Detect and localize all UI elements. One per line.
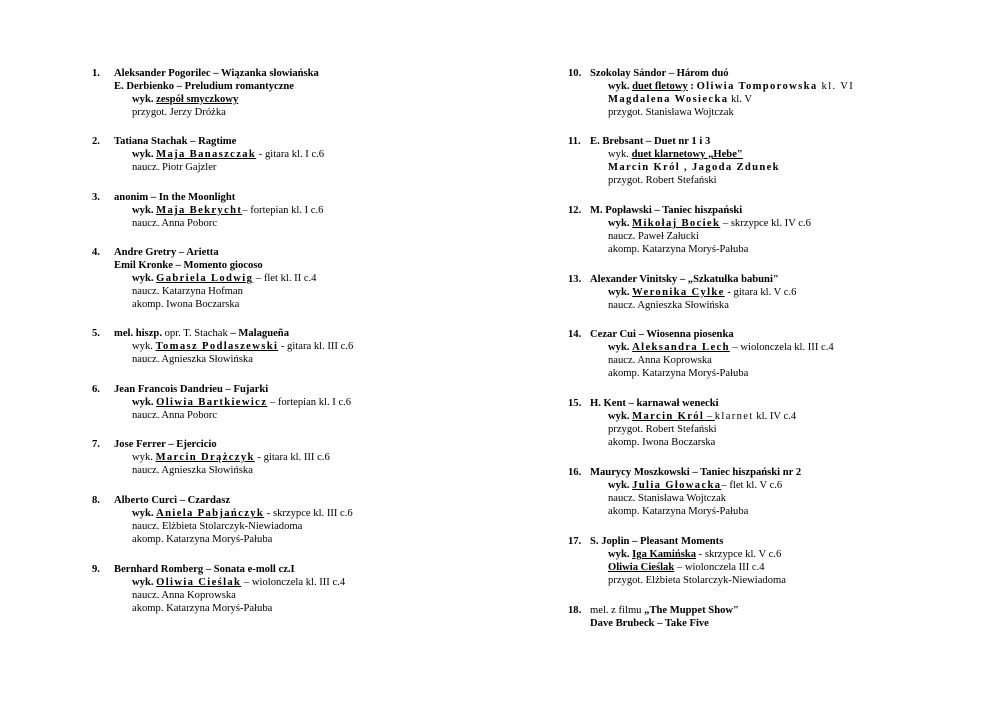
accompanist-line: akomp. Katarzyna Moryś-Pałuba xyxy=(132,603,273,614)
performer-line xyxy=(608,148,992,161)
instrument-detail: - gitara kl. III c.6 xyxy=(254,452,330,463)
teacher-line: naucz. Anna Poborc xyxy=(132,410,218,421)
programme-entry xyxy=(568,204,992,256)
instrument-detail: – skrzypce kl. IV c.6 xyxy=(720,218,811,229)
instrument-detail: – flet kl. V c.6 xyxy=(721,480,783,491)
entry-number: 7. xyxy=(92,439,100,450)
performer-line xyxy=(132,451,522,464)
performer-line xyxy=(132,507,522,520)
performer-line xyxy=(132,204,522,217)
ensemble-name: duet klarnetowy „Hebe" xyxy=(631,149,743,160)
entry-title: Tatiana Stachak – Ragtime xyxy=(114,136,237,147)
entry-title: Maurycy Moszkowski – Taniec hiszpański nr 2 xyxy=(590,467,802,478)
programme-entry xyxy=(568,67,992,119)
entry-title: E. Brebsant – Duet nr 1 i 3 xyxy=(590,136,711,147)
wyk-label: wyk. xyxy=(132,205,154,216)
wyk-label: wyk. xyxy=(132,508,154,519)
performer-name: Aniela Pabjańczyk xyxy=(156,508,265,519)
wyk-label: wyk. xyxy=(608,149,629,160)
performer-name: Mikołaj Bociek xyxy=(632,218,721,229)
entry-title: Andre Gretry – Arietta xyxy=(114,247,219,258)
title-part: mel. hiszp. xyxy=(114,328,162,339)
teacher-line: naucz. Anna Koprowska xyxy=(608,355,712,366)
programme-entry xyxy=(568,135,992,187)
performer-name: Gabriela Lodwig xyxy=(156,273,254,284)
wyk-label: wyk. xyxy=(608,287,630,298)
teacher-line: naucz. Anna Koprowska xyxy=(132,590,236,601)
performer-line xyxy=(608,479,992,492)
entry-title: Jean Francois Dandrieu – Fujarki xyxy=(114,384,269,395)
performer-line xyxy=(608,286,992,299)
title-part: mel. z filmu xyxy=(590,605,645,616)
entry-title: Jose Ferrer – Ejercicio xyxy=(114,439,217,450)
title-part: opr. T. Stachak xyxy=(161,328,231,339)
teacher-line: przygot. Robert Stefański xyxy=(608,175,717,186)
performer-line xyxy=(608,341,992,354)
performer-name: Marcin Drążczyk xyxy=(155,452,255,463)
instrument-detail: - gitara kl. V c.6 xyxy=(724,287,797,298)
teacher-line: przygot. Jerzy Dróżka xyxy=(132,107,226,118)
entry-number: 3. xyxy=(92,192,100,203)
performer-name: Oliwia Cieślak xyxy=(156,577,242,588)
teacher-line: naucz. Paweł Załucki xyxy=(608,231,699,242)
teacher-line: naucz. Katarzyna Hofman xyxy=(132,286,243,297)
programme-entry xyxy=(568,397,992,449)
teacher-line: przygot. Robert Stefański xyxy=(608,424,717,435)
programme-entry xyxy=(92,246,522,311)
instrument-detail: – fortepian kl. I c.6 xyxy=(267,397,352,408)
programme-entry xyxy=(568,328,992,380)
instrument-detail: – wiolonczela kl. III c.4 xyxy=(729,342,834,353)
entry-number: 2. xyxy=(92,136,100,147)
teacher-line: naucz. Agnieszka Słowińska xyxy=(132,354,253,365)
entry-title: Szokolay Sándor – Három duó xyxy=(590,68,729,79)
programme-entry xyxy=(92,494,522,546)
entry-title: Emil Kronke – Momento giocoso xyxy=(114,260,263,271)
accompanist-line: akomp. Katarzyna Moryś-Pałuba xyxy=(608,506,749,517)
teacher-line: naucz. Anna Poborc xyxy=(132,218,218,229)
entry-title: E. Derbienko – Preludium romantyczne xyxy=(114,81,294,92)
performer-line xyxy=(608,561,992,574)
performer-line xyxy=(132,272,522,285)
entry-number: 12. xyxy=(568,205,582,216)
accompanist-line: akomp. Katarzyna Moryś-Pałuba xyxy=(608,244,749,255)
instrument-detail: – wiolonczela kl. III c.4 xyxy=(241,577,346,588)
entry-number: 18. xyxy=(568,605,582,616)
instrument-detail: – wiolonczela III c.4 xyxy=(674,562,765,573)
performer-name: Aleksandra Lech xyxy=(632,342,730,353)
performer-name: zespół smyczkowy xyxy=(156,94,239,105)
teacher-line: naucz. Agnieszka Słowińska xyxy=(132,465,253,476)
performer-line xyxy=(608,80,992,93)
accompanist-line: akomp. Iwona Boczarska xyxy=(608,437,716,448)
entry-number: 8. xyxy=(92,495,100,506)
entry-number: 1. xyxy=(92,68,100,79)
entry-number: 4. xyxy=(92,247,100,258)
entry-number: 6. xyxy=(92,384,100,395)
instrument-detail: - gitara kl. III c.6 xyxy=(278,341,354,352)
instrument-detail: - skrzypce kl. V c.6 xyxy=(696,549,782,560)
wyk-label: wyk. xyxy=(132,94,154,105)
performer-line xyxy=(132,93,522,106)
teacher-line: naucz. Stanisława Wojtczak xyxy=(608,493,727,504)
programme-entry xyxy=(92,67,522,119)
entry-number: 13. xyxy=(568,274,582,285)
entry-number: 11. xyxy=(568,136,581,147)
wyk-label: wyk. xyxy=(132,341,153,352)
instrument-detail: - gitara kl. I c.6 xyxy=(256,149,325,160)
performer-name: Marcin Król xyxy=(632,411,705,422)
instrument-detail: – xyxy=(704,411,715,422)
entry-title: S. Joplin – Pleasant Moments xyxy=(590,536,724,547)
entry-title: Dave Brubeck – Take Five xyxy=(590,618,709,629)
performer-name: Magdalena Wosiecka xyxy=(608,94,729,105)
teacher-line: naucz. Piotr Gajzler xyxy=(132,162,217,173)
programme-entry xyxy=(92,383,522,422)
performer-name: Oliwia Bartkiewicz xyxy=(156,397,268,408)
teacher-line: naucz. Elżbieta Stolarczyk-Niewiadoma xyxy=(132,521,303,532)
entry-title: Aleksander Pogorilec – Wiązanka słowiańska xyxy=(114,68,319,79)
performer-line xyxy=(132,396,522,409)
entry-title: M. Popławski – Taniec hiszpański xyxy=(590,205,743,216)
accompanist-line: akomp. Katarzyna Moryś-Pałuba xyxy=(132,534,273,545)
accompanist-line: akomp. Iwona Boczarska xyxy=(132,299,240,310)
ensemble-name: duet fletowy xyxy=(632,81,688,92)
instrument-detail: kl. VI xyxy=(817,81,855,92)
entry-number: 10. xyxy=(568,68,582,79)
wyk-label: wyk. xyxy=(132,273,154,284)
instrument-detail: – flet kl. II c.4 xyxy=(253,273,317,284)
programme-entry xyxy=(92,563,522,615)
programme-entry xyxy=(92,191,522,230)
performer-line xyxy=(608,161,992,174)
performer-name: Marcin Król , Jagoda Zdunek xyxy=(608,162,780,173)
teacher-line: przygot. Stanisława Wojtczak xyxy=(608,107,734,118)
performer-line xyxy=(132,576,522,589)
entry-number: 15. xyxy=(568,398,582,409)
entry-title: Alexander Vinitsky – „Szkatułka babuni" xyxy=(590,274,779,285)
wyk-label: wyk. xyxy=(132,452,153,463)
entry-title: H. Kent – karnawał wenecki xyxy=(590,398,719,409)
wyk-label: wyk. xyxy=(608,342,630,353)
programme-entry xyxy=(92,438,522,477)
performer-name: Julia Głowacka xyxy=(632,480,722,491)
instrument-detail: - skrzypce kl. III c.6 xyxy=(264,508,353,519)
title-part: „The Muppet Show" xyxy=(644,605,739,616)
performer-name: Oliwia Cieślak xyxy=(608,562,675,573)
wyk-label: wyk. xyxy=(608,549,630,560)
entry-title: Cezar Cui – Wiosenna piosenka xyxy=(590,329,734,340)
entry-title: Bernhard Romberg – Sonata e-moll cz.I xyxy=(114,564,295,575)
entry-number: 16. xyxy=(568,467,582,478)
performer-name: Oliwia Tomporowska xyxy=(696,81,818,92)
wyk-label: wyk. xyxy=(608,411,630,422)
entry-number: 9. xyxy=(92,564,100,575)
performer-line xyxy=(608,217,992,230)
entry-number: 17. xyxy=(568,536,582,547)
programme-entry xyxy=(568,604,992,630)
performer-line xyxy=(132,148,522,161)
entry-title xyxy=(590,604,992,617)
performer-line xyxy=(608,410,992,423)
entry-number: 14. xyxy=(568,329,582,340)
title-part: – Malagueña xyxy=(230,328,289,339)
performer-name: Tomasz Podlaszewski xyxy=(155,341,279,352)
entry-title: anonim – In the Moonlight xyxy=(114,192,236,203)
entry-title xyxy=(114,327,522,340)
performer-name: Weronika Cylke xyxy=(632,287,725,298)
programme-entry xyxy=(568,273,992,312)
accompanist-line: akomp. Katarzyna Moryś-Pałuba xyxy=(608,368,749,379)
performer-line xyxy=(132,340,522,353)
performer-line xyxy=(608,93,992,106)
teacher-line: przygot. Elżbieta Stolarczyk-Niewiadoma xyxy=(608,575,786,586)
instrument-detail: – fortepian kl. I c.6 xyxy=(242,205,324,216)
programme-entry xyxy=(92,327,522,366)
wyk-label: wyk. xyxy=(132,149,154,160)
entry-number: 5. xyxy=(92,328,100,339)
teacher-line: naucz. Agnieszka Słowińska xyxy=(608,300,729,311)
programme-entry xyxy=(568,535,992,587)
wyk-label: wyk. xyxy=(132,577,154,588)
wyk-label: wyk. xyxy=(608,480,630,491)
programme-entry xyxy=(92,135,522,174)
entry-title: Alberto Curci – Czardasz xyxy=(114,495,231,506)
performer-name: Iga Kamińska xyxy=(632,549,697,560)
performer-line xyxy=(608,548,992,561)
performer-name: Maja Banaszczak xyxy=(156,149,257,160)
instrument-detail: klarnet xyxy=(714,411,754,422)
performer-name: Maja Bekrycht xyxy=(156,205,243,216)
separator: : xyxy=(687,81,697,92)
wyk-label: wyk. xyxy=(132,397,154,408)
wyk-label: wyk. xyxy=(608,81,630,92)
instrument-detail: kl. IV c.4 xyxy=(753,411,797,422)
programme-entry xyxy=(568,466,992,518)
instrument-detail: kl. V xyxy=(728,94,752,105)
wyk-label: wyk. xyxy=(608,218,630,229)
